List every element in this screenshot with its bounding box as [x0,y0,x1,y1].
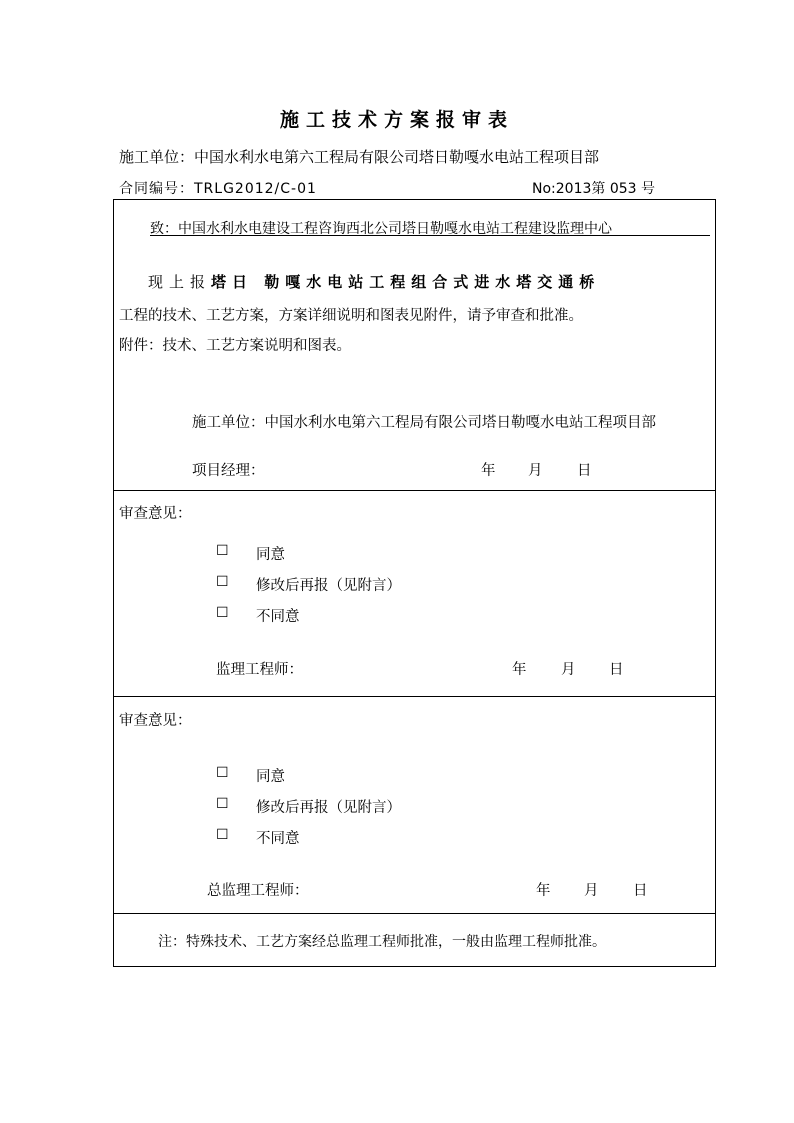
manager-label: 项目经理： [192,463,265,479]
review1-checkbox-revise[interactable]: ☐ [216,574,229,590]
day-label: 日 [609,662,624,678]
review2-option-approve: 同意 [256,769,285,785]
project-name: 塔日 勒嘎水电站工程组合式进水塔交通桥 [211,273,601,291]
signature-unit: 施工单位：中国水利水电第六工程局有限公司塔日勒嘎水电站工程项目部 [192,415,656,431]
year-label: 年 [512,662,527,678]
addressee-underline [150,235,710,236]
review1-option-reject: 不同意 [256,609,300,625]
contractor-line: 施工单位：中国水利水电第六工程局有限公司塔日勒嘎水电站工程项目部 [119,148,600,166]
serial-number: No:2013第 053 号 [532,181,656,197]
attachment-line: 附件：技术、工艺方案说明和图表。 [119,338,351,354]
year-label: 年 [536,883,551,899]
review1-option-approve: 同意 [256,547,285,563]
section-divider [113,913,716,914]
submission-body: 工程的技术、工艺方案，方案详细说明和图表见附件，请予审查和批准。 [119,308,583,324]
report-prefix: 现上报 [148,273,212,291]
month-label: 月 [561,662,576,678]
addressee: 致：中国水利水电建设工程咨询西北公司塔日勒嘎水电站工程建设监理中心 [150,221,612,237]
day-label: 日 [577,463,592,479]
review1-checkbox-reject[interactable]: ☐ [216,605,229,621]
section-divider [113,696,716,697]
contract-number: 合同编号：TRLG2012/C-01 [119,181,317,197]
section-divider [113,490,716,491]
footnote: 注：特殊技术、工艺方案经总监理工程师批准，一般由监理工程师批准。 [158,934,606,950]
review2-checkbox-revise[interactable]: ☐ [216,796,229,812]
review2-checkbox-approve[interactable]: ☐ [216,765,229,781]
review2-option-revise: 修改后再报（见附言） [256,800,401,816]
review2-checkbox-reject[interactable]: ☐ [216,827,229,843]
review1-heading: 审查意见： [119,506,192,522]
review1-signer: 监理工程师： [216,662,303,678]
month-label: 月 [528,463,543,479]
report-line [148,271,600,292]
day-label: 日 [633,883,648,899]
review2-heading: 审查意见： [119,713,192,729]
review1-option-revise: 修改后再报（见附言） [256,578,401,594]
page-title: 施工技术方案报审表 [279,109,514,131]
month-label: 月 [584,883,599,899]
review2-signer: 总监理工程师： [207,883,309,899]
review2-option-reject: 不同意 [256,831,300,847]
year-label: 年 [481,463,496,479]
review1-checkbox-approve[interactable]: ☐ [216,543,229,559]
